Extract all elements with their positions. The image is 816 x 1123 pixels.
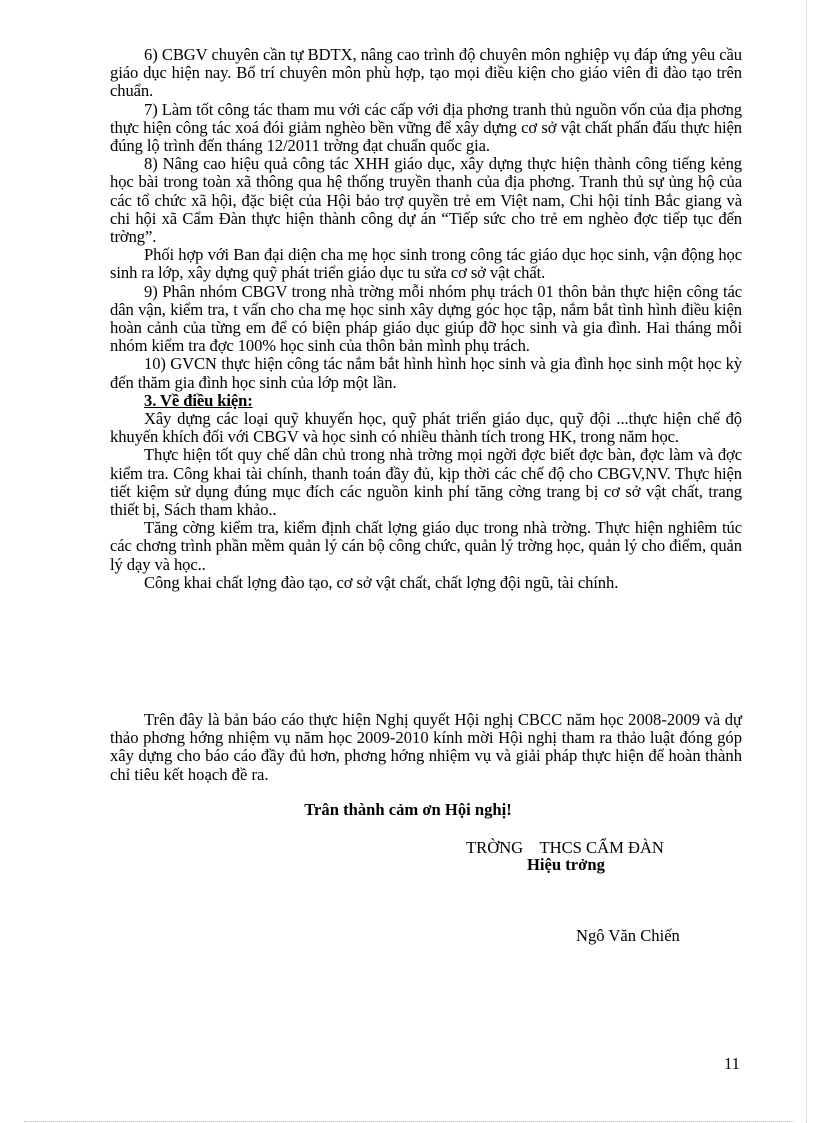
thanks-line: Trân thành cảm ơn Hội nghị! (304, 800, 512, 819)
paragraph-item-8: 8) Nâng cao hiệu quả công tác XHH giáo dục, xây dựng thực hiện thành công tiếng kẻng học bài trong toàn xã thông qua hệ thống truyền thanh của địa phơng. Tranh thủ sự ủng hộ của các tổ chức xã hội, đặc biệt của Hội bảo trợ quyền trẻ em Việt nam, Chi hội tỉnh Bắc giang và chi hội xã Cẩm Đàn thực hiện thành công dự án “Tiếp sức cho trẻ em nghèo đợc tiếp tục đến trờng”. (110, 154, 742, 247)
paragraph-item-9: 9) Phân nhóm CBGV trong nhà trờng mỗi nhóm phụ trách 01 thôn bản thực hiện công tác dân vận, kiểm tra, t vấn cho cha mẹ học sinh xây dựng góc học tập, nắm bắt tình hình điều kiện hoàn cảnh của từng em để có biện pháp giáo dục giúp đỡ học sinh và gia đình. Hai tháng mỗi nhóm kiểm tra đợc 100% học sinh của thôn bản mình phụ trách. (110, 281, 742, 356)
body-text (110, 46, 742, 592)
signature-school: TRỜNG THCS CẨM ĐÀN (466, 838, 664, 857)
page-number: 11 (724, 1054, 740, 1073)
condition-paragraph-funds: Xây dựng các loại quỹ khuyến học, quỹ phát triển giáo dục, quỹ đội ...thực hiện chế độ khuyến khích đối với CBGV và học sinh có nhiều thành tích trong HK, trong năm học. (110, 409, 742, 447)
paragraph-coordination: Phối hợp với Ban đại diện cha mẹ học sinh trong công tác giáo dục học sinh, vận động học sinh ra lớp, xây dựng quỹ phát triển giáo dục tu sửa cơ sở vật chất. (110, 245, 742, 283)
page-right-divider (806, 0, 807, 1123)
paragraph-item-10: 10) GVCN thực hiện công tác nắm bắt hình hình học sinh và gia đình học sinh một học kỳ đến thăm gia đình học sinh của lớp một lần. (110, 354, 742, 392)
closing-section (110, 711, 742, 784)
signature-name: Ngô Văn Chiến (576, 926, 680, 945)
condition-paragraph-inspection: Tăng cờng kiểm tra, kiểm định chất lợng giáo dục trong nhà trờng. Thực hiện nghiêm túc các chơng trình phần mềm quản lý cán bộ công chức, quản lý trờng học, quản lý cho điểm, quản lý dạy và học.. (110, 518, 742, 574)
page-bottom-divider (24, 1121, 794, 1122)
condition-paragraph-democracy: Thực hiện tốt quy chế dân chủ trong nhà trờng mọi ngời đợc biết đợc bàn, đợc làm và đợc kiểm tra. Công khai tài chính, thanh toán đầy đủ, kịp thời các chế độ cho CBGV,NV. Thực hiện tiết kiệm sử dụng đúng mục đích các nguồn kinh phí tăng cờng trang bị cơ sở vật chất, trang thiết bị, Sách tham khảo.. (110, 445, 742, 520)
section-title: 3. Về điều kiện: (144, 390, 253, 410)
condition-paragraph-publicity: Công khai chất lợng đào tạo, cơ sở vật chất, chất lợng đội ngũ, tài chính. (144, 572, 619, 592)
paragraph-item-7: 7) Làm tốt công tác tham mu với các cấp với địa phơng tranh thủ nguồn vốn của địa phơng thực hiện công tác xoá đói giảm nghèo bền vững để xây dựng cơ sở vật chất phấn đấu thực hiện đúng lộ trình đến tháng 12/2011 trờng đạt chuẩn quốc gia. (110, 99, 742, 156)
paragraph-item-6: 6) CBGV chuyên cần tự BDTX, nâng cao trình độ chuyên môn nghiệp vụ đáp ứng yêu cầu giáo dục hiện nay. Bố trí chuyên môn phù hợp, tạo mọi điều kiện cho giáo viên đi đào tạo trên chuẩn. (110, 45, 742, 101)
signature-title: Hiệu trởng (527, 855, 605, 874)
section-heading-conditions (110, 392, 742, 410)
closing-paragraph: Trên đây là bản báo cáo thực hiện Nghị quyết Hội nghị CBCC năm học 2008-2009 và dự thảo phơng hớng nhiệm vụ năm học 2009-2010 kính mời Hội nghị tham ra thảo luật đóng góp xây dựng cho báo cáo đầy đủ hơn, phơng hớng nhiệm vụ và giải pháp thực hiện để hoàn thành chỉ tiêu kết hoạch đề ra. (110, 710, 742, 784)
